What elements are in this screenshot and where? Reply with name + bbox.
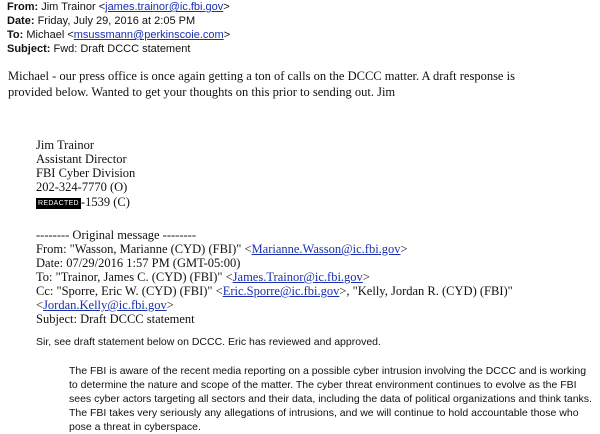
cell-suffix: -1539 (C): [80, 195, 130, 209]
original-subject: Subject: Draft DCCC statement: [36, 312, 195, 326]
header-from: From: Jim Trainor <james.trainor@ic.fbi.gov>: [7, 1, 230, 13]
original-from: From: "Wasson, Marianne (CYD) (FBI)" <Marianne.Wasson@ic.fbi.gov>: [36, 242, 408, 256]
original-to-email-link[interactable]: James.Trainor@ic.fbi.gov: [232, 270, 363, 284]
signature-cell: [36, 195, 130, 210]
header-to: To: Michael <msussmann@perkinscoie.com>: [7, 29, 231, 41]
to-label: To:: [7, 29, 24, 41]
to-name: Michael <: [26, 29, 74, 41]
original-divider: -------- Original message --------: [36, 228, 196, 242]
redaction-box: REDACTED: [38, 200, 79, 207]
signature-name: Jim Trainor: [36, 138, 95, 152]
original-cc: Cc: "Sporre, Eric W. (CYD) (FBI)" <Eric.Sporre@ic.fbi.gov>, "Kelly, Jordan R. (CYD) (FBI)": [36, 284, 513, 298]
to-email-link[interactable]: msussmann@perkinscoie.com: [73, 29, 224, 41]
original-cc-email-link-1[interactable]: Eric.Sporre@ic.fbi.gov: [222, 284, 340, 298]
statement-paragraph: The FBI is aware of the recent media reporting on a possible cyber intrusion involving the DCCC and is working to determine the nature and scope of the matter. The cyber threat environment continues to evolve as the FBI sees cyber actors targeting all sectors and their data, including the data of political organizations and think tanks. The FBI takes very seriously any allegations of intrusions, and we will continue to hold accountable those who pose a threat in cyberspace.: [69, 365, 592, 433]
signature-division: FBI Cyber Division: [36, 166, 136, 180]
signature-phone: 202-324-7770 (O): [36, 180, 128, 194]
original-cc-line-2: <Jordan.Kelly@ic.fbi.gov>: [36, 298, 174, 312]
date-label: Date:: [7, 15, 35, 27]
subject-label: Subject:: [7, 43, 51, 55]
message-line-1: Michael - our press office is once again getting a ton of calls on the DCCC matter. A draft response is: [8, 69, 515, 83]
from-label: From:: [7, 1, 39, 13]
original-to: To: "Trainor, James C. (CYD) (FBI)" <James.Trainor@ic.fbi.gov>: [36, 270, 370, 284]
message-line-2: provided below. Wanted to get your thoughts on this prior to sending out. Jim: [8, 85, 396, 99]
original-from-email-link[interactable]: Marianne.Wasson@ic.fbi.gov: [251, 242, 401, 256]
from-email-link[interactable]: james.trainor@ic.fbi.gov: [105, 1, 224, 13]
signature-title: Assistant Director: [36, 152, 127, 166]
header-subject: [7, 43, 190, 55]
original-date: Date: 07/29/2016 1:57 PM (GMT-05:00): [36, 256, 241, 270]
header-date: [7, 15, 195, 27]
from-name: Jim Trainor <: [41, 1, 106, 13]
original-cc-email-link-2[interactable]: Jordan.Kelly@ic.fbi.gov: [43, 298, 167, 312]
subject-value: Fwd: Draft DCCC statement: [53, 43, 191, 55]
date-value: Friday, July 29, 2016 at 2:05 PM: [37, 15, 196, 27]
forward-note: Sir, see draft statement below on DCCC. Eric has reviewed and approved.: [36, 336, 381, 348]
